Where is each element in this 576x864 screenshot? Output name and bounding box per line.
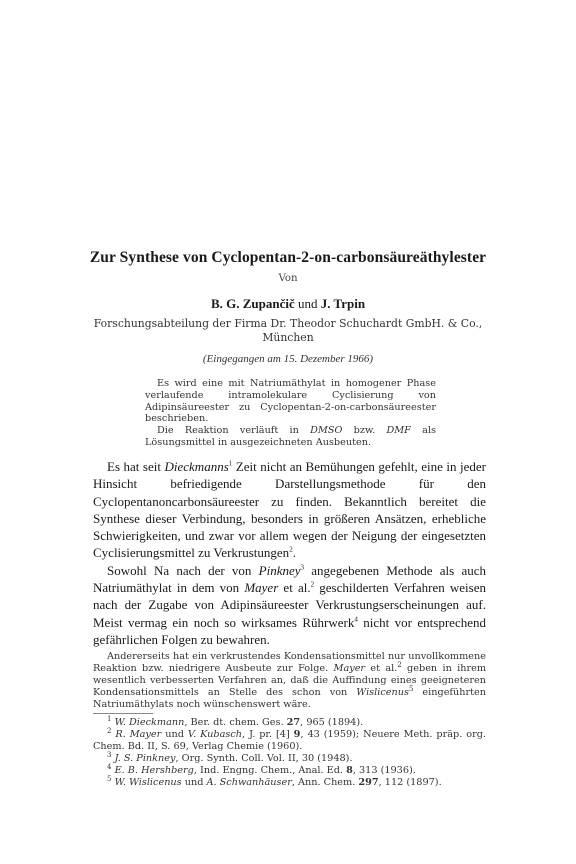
body-paragraph-2: Sowohl Na nach der von Pinkney$^3$ angegebenen Methode als auch Natriumäthylat in dem von Mayer et al.$^2$ geschilderten Verfahren weisen nach der Zugabe von Adipinsäureester Verkrustungserscheinungen auf. Meist vermag ein noch so wirksames Rührwerk$^4$ nicht vor entsprechend gefährlichen Folgen zu bewahren.: [93, 562, 486, 647]
footnote-ref-1: 1: [228, 459, 233, 468]
footnote-2: $^2$ R. Mayer und V. Kubasch, J. pr. [4] 9, 43 (1959); Neuere Meth. präp. org. Chem. Bd. II, S. 69, Verlag Chemie (1960).: [93, 726, 486, 753]
byline-von: Von: [278, 273, 298, 284]
main-text: [93, 458, 486, 648]
abstract-paragraph-1: Es wird eine mit Natriumäthylat in homogener Phase verlaufende intramolekulare Cyclisierung von Adipinsäureester zu Cyclopentan-2-on-carbonsäureester beschrieben.: [145, 378, 436, 425]
footnote-ref-3: 3: [300, 563, 305, 572]
footnote-divider: [93, 713, 153, 714]
small-print-paragraph: Andererseits hat ein verkrustendes Kondensationsmittel nur unvollkommene Reaktion bzw. niedrigere Ausbeute zur Folge. Mayer et al.$^2$ geben in ihrem wesentlich verbesserten Verfahren an, daß die Auffindung eines geeigneteren Kondensationsmittels an Stelle des schon von Wislicenus$^5$ eingeführten Natriumäthylats noch wünschenswert wäre.: [93, 651, 487, 710]
author-zupancic: B. G. Zupančič: [210, 296, 295, 311]
footnote-ref-2: 2: [289, 546, 293, 555]
citation-wislicenus: Wislicenus: [356, 686, 409, 698]
citation-mayer: Mayer: [244, 580, 279, 596]
citation-dieckmanns: Dieckmanns: [164, 459, 229, 474]
term-dmf: DMF: [386, 425, 411, 437]
received-date: (Eingegangen am 15. Dezember 1966): [202, 353, 374, 365]
affiliation: [88, 317, 488, 344]
author-line: [60, 296, 516, 312]
footnote-3: $^3$ J. S. Pinkney, Org. Synth. Coll. Vol. II, 30 (1948).: [107, 751, 353, 765]
abstract-paragraph-2: Die Reaktion verläuft in DMSO bzw. DMF als Lösungsmittel in ausgezeichneten Ausbeuten.: [145, 425, 436, 448]
citation-pinkney: Pinkney: [258, 562, 301, 578]
term-dmso: DMSO: [310, 425, 343, 437]
abstract: [145, 378, 436, 449]
affiliation-line-1: Forschungsabteilung der Firma Dr. Theodor Schuchardt GmbH. & Co.,: [93, 317, 483, 330]
footnotes: [93, 714, 486, 790]
affiliation-line-2: München: [262, 330, 314, 344]
footnote-ref-5: 5: [408, 684, 414, 693]
body-paragraph-1: Es hat seit Dieckmanns$^1$ Zeit nicht an Bemühungen gefehlt, eine in jeder Hinsicht befriedigende Darstellungsmethode für den Cyclopentanoncarbonsäureester zu finden. Bekanntlich bereitet die Synthese dieser Verbindung, besonders in größeren Ansätzen, erhebliche Schwierigkeiten, und zwar vor allem wegen der Neigung der eingesetzten Cyclisierungsmittel zu Verkrustungen$^2$.: [93, 459, 487, 561]
footnote-5: $^5$ W. Wislicenus und A. Schwanhäuser, Ann. Chem. 297, 112 (1897).: [107, 775, 442, 789]
footnote-1: $^1$ W. Dieckmann, Ber. dt. chem. Ges. 27, 965 (1894).: [107, 714, 364, 728]
author-conjunction: und: [297, 296, 318, 311]
footnote-ref-2c: 2: [397, 660, 402, 669]
footnote-ref-4: 4: [354, 615, 358, 624]
footnote-4: $^4$ E. B. Hershberg, Ind. Engng. Chem., Anal. Ed. 8, 313 (1936).: [107, 763, 416, 777]
footnote-ref-2b: 2: [310, 580, 315, 589]
citation-mayer-2: Mayer: [333, 662, 366, 674]
author-trpin: J. Trpin: [320, 296, 366, 311]
article-title: Zur Synthese von Cyclopentan-2-on-carbonsäureäthylester: [89, 249, 487, 266]
